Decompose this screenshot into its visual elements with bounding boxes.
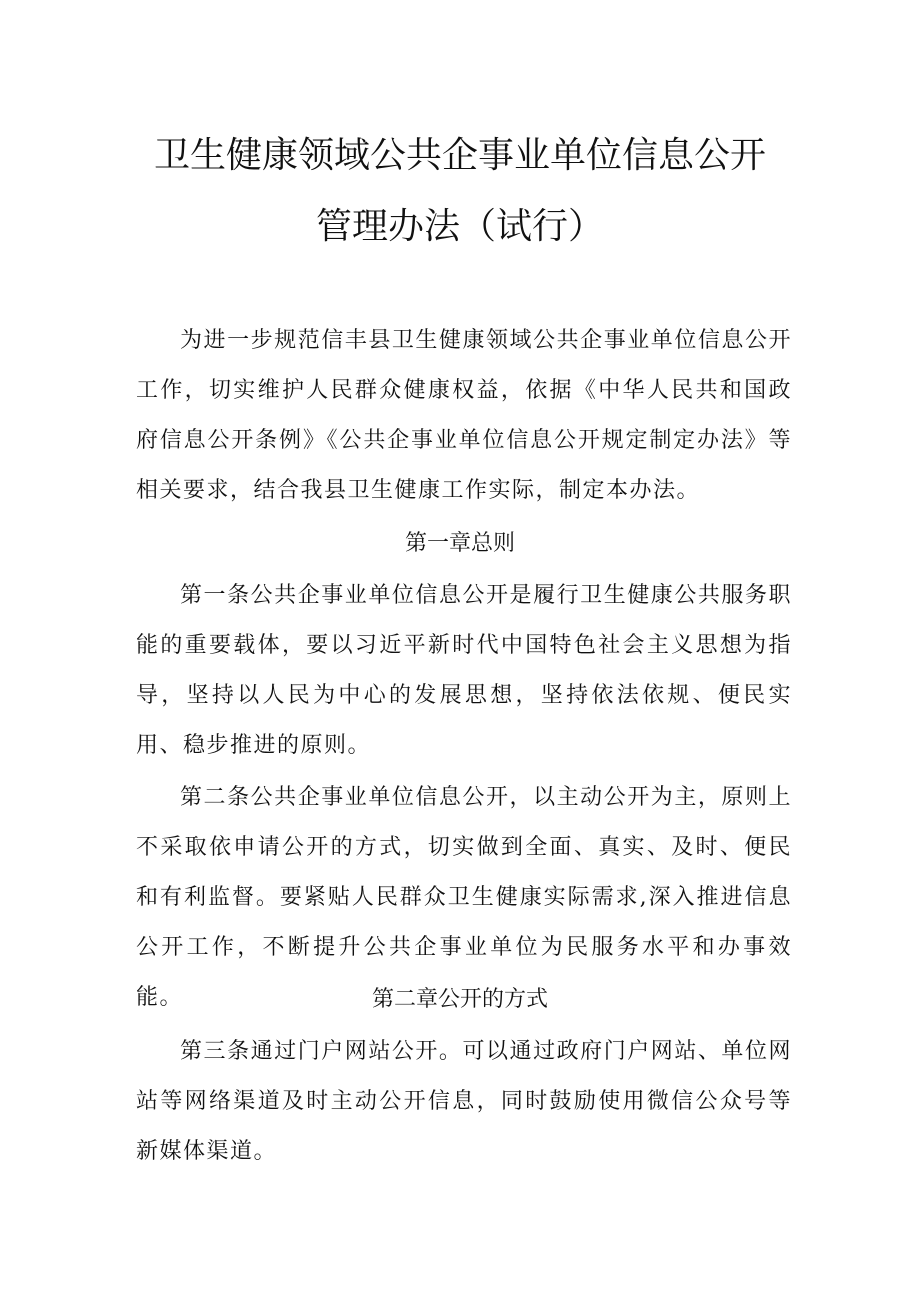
article-3-paragraph: 第三条通过门户网站公开。可以通过政府门户网站、单位网站等网络渠道及时主动公开信息，同时鼓励使用微信公众号等新媒体渠道。 [136,1039,792,1164]
article-2-paragraph: 第二条公共企事业单位信息公开，以主动公开为主，原则上不采取依申请公开的方式，切实做到全面、真实、及时、便民和有利监督。要紧贴人民群众卫生健康实际需求,深入推进信息公开工作，不断提升公共企事业单位为民服务水平和办事效能。 [136,785,792,1010]
document-title-line-2: 管理办法（试行） [315,206,604,247]
article-1-paragraph: 第一条公共企事业单位信息公开是履行卫生健康公共服务职能的重要载体，要以习近平新时代中国特色社会主义思想为指导，坚持以人民为中心的发展思想，坚持依法依规、便民实用、稳步推进的原则。 [136,583,792,758]
chapter-1-heading: 第一章总则 [404,531,515,556]
preamble-paragraph: 为进一步规范信丰县卫生健康领域公共企事业单位信息公开工作，切实维护人民群众健康权益，依据《中华人民共和国政府信息公开条例》《公共企事业单位信息公开规定制定办法》等相关要求，结合我县卫生健康工作实际，制定本办法。 [136,328,792,503]
chapter-2-heading: 第二章公开的方式 [371,987,548,1012]
document-title-line-1: 卫生健康领域公共企事业单位信息公开 [153,135,766,176]
